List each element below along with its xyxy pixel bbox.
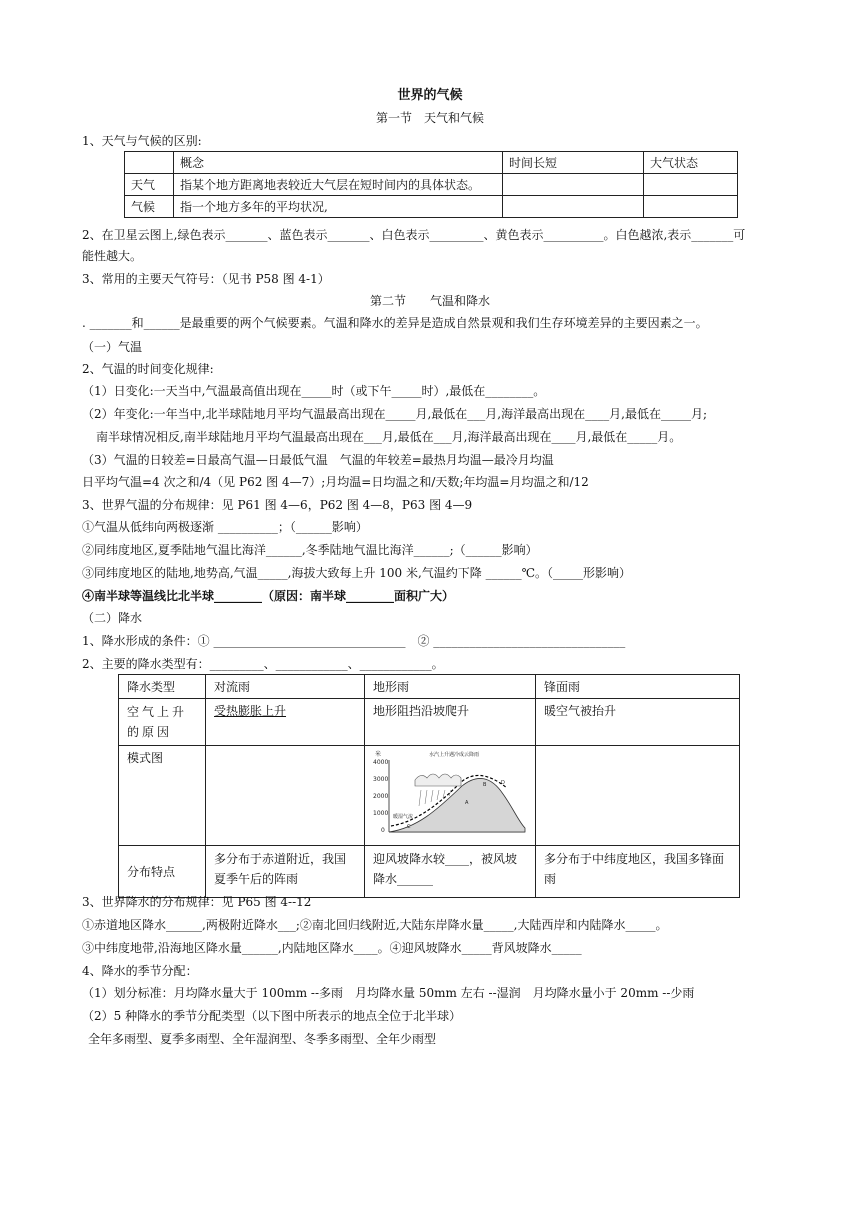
diagram-top-label: 水汽上升遇冷成云降雨: [429, 752, 480, 758]
doc-title: 世界的气候: [397, 88, 463, 103]
table1-r1c1: 指一个地方多年的平均状况,: [174, 196, 503, 218]
diagram-point-c: C: [407, 824, 411, 830]
table2-h1: 对流雨: [206, 675, 365, 699]
temperature-heading: （一）气温: [82, 340, 143, 354]
q2-line1: 2、在卫星云图上,绿色表示_______、蓝色表示_______、白色表示_________、黄色表示__________。白色越浓,表示_______可: [82, 228, 746, 242]
q3-text: 3、常用的主要天气符号：（见书 P58 图 4-1）: [82, 272, 330, 286]
table1-h3: 大气状态: [644, 152, 738, 174]
table1-r0c2: [503, 174, 644, 196]
table2-h3: 锋面雨: [536, 675, 740, 699]
table1-r0c0: 天气: [125, 174, 174, 196]
t3-rule-3: ③同纬度地区的陆地,地势高,气温_____,海拔大致每上升 100 米,气温约下降 ______℃。（_____形影响）: [82, 566, 632, 580]
table2-dist-convection: 多分布于赤道附近，我国夏季午后的阵雨: [206, 846, 365, 898]
table2-h2: 地形雨: [365, 675, 536, 699]
q1-text: 1、天气与气候的区别:: [82, 134, 202, 148]
table2-diagram-orographic: [365, 746, 536, 846]
diagram-ytick-2000: 2000: [373, 793, 389, 800]
table2-diagram-convection: [206, 746, 365, 846]
r4-standard: （1）划分标准：月均降水量大于 100mm --多雨 月均降水量 50mm 左右 --湿润 月均降水量小于 20mm --少雨: [82, 986, 695, 1000]
table2-dist-frontal: 多分布于中纬度地区，我国多锋面雨: [536, 846, 740, 898]
r4-text: 4、降水的季节分配：: [82, 964, 198, 978]
table1-r0c3: [644, 174, 738, 196]
climate-elements-intro: . _______和______是最重要的两个气候要素。气温和降水的差异是造成自然景观和我们生存环境差异的主要因素之一。: [82, 316, 708, 330]
r1-text: 1、降水形成的条件：① ________________________________ ② ________________________________: [82, 634, 626, 648]
diagram-point-b: B: [483, 782, 487, 788]
t2-annual-north: （2）年变化:一年当中,北半球陆地月平均气温最高出现在_____月,最低在___月,海洋最高出现在____月,最低在_____月;: [82, 407, 707, 421]
diagram-ytick-3000: 3000: [373, 776, 389, 783]
table1-r1c3: [644, 196, 738, 218]
table1-r1c2: [503, 196, 644, 218]
rain-types-table: [118, 674, 740, 898]
t3-rule-1: ①气温从低纬向两极逐渐 __________；（______影响）: [82, 520, 368, 534]
weather-climate-table: [124, 151, 738, 218]
table2-diagram-label: 模式图: [119, 746, 206, 846]
section-2-heading: 第二节 气温和降水: [369, 294, 490, 308]
diagram-ytick-0: 0: [381, 827, 385, 834]
t3-rule-4: ④南半球等温线比北半球________（原因：南半球________面积广大）: [82, 589, 455, 603]
orographic-rain-diagram: [367, 748, 529, 840]
r3-rule-2: ③中纬度地带,沿海地区降水量______,内陆地区降水____。④迎风坡降水_____背风坡降水_____: [82, 941, 582, 955]
r4-types-intro: （2）5 种降水的季节分配类型（以下图中所表示的地点全位于北半球）: [82, 1009, 462, 1023]
table2-cause-convection: 受热膨胀上升: [206, 699, 365, 746]
diagram-left-label: 暖湿气流: [393, 814, 414, 820]
table2-h0: 降水类型: [119, 675, 206, 699]
table1-h0: [125, 152, 174, 174]
table1-h2: 时间长短: [503, 152, 644, 174]
diagram-point-a: A: [465, 800, 469, 806]
t2-average: 日平均气温=4 次之和/4（见 P62 图 4—7）;月均温=日均温之和/天数;年均温=月均温之和/12: [82, 475, 589, 489]
table1-h1: 概念: [174, 152, 503, 174]
table2-cause-orographic: 地形阻挡沿坡爬升: [365, 699, 536, 746]
r3-rule-1: ①赤道地区降水______,两极附近降水___;②南北回归线附近,大陆东岸降水量_____,大陆西岸和内陆降水_____。: [82, 918, 668, 932]
precipitation-heading: （二）降水: [82, 611, 143, 625]
table1-r1c0: 气候: [125, 196, 174, 218]
table2-dist-orographic: 迎风坡降水较____，被风坡降水______: [365, 846, 536, 898]
t3-rule-2: ②同纬度地区,夏季陆地气温比海洋______,冬季陆地气温比海洋______;（______影响）: [82, 543, 538, 557]
t2-annual-south: 南半球情况相反,南半球陆地月平均气温最高出现在___月,最低在___月,海洋最高出现在____月,最低在_____月。: [96, 430, 682, 444]
diagram-ytick-4000: 4000: [373, 759, 389, 766]
table1-r0c1: 指某个地方距离地表较近大气层在短时间内的具体状态。: [174, 174, 503, 196]
diagram-ytick-1000: 1000: [373, 810, 389, 817]
r3-text: 3、世界降水的分布规律：见 P65 图 4--12: [82, 895, 312, 909]
table2-diagram-frontal: [536, 746, 740, 846]
cloud-icon: [415, 774, 461, 786]
section-1-heading: 第一节 天气和气候: [375, 111, 484, 125]
t2-daily: （1）日变化:一天当中,气温最高值出现在_____时（或下午_____时）,最低在________。: [82, 384, 546, 398]
table2-cause-frontal: 暖空气被抬升: [536, 699, 740, 746]
q2-line2: 能性越大。: [82, 249, 143, 263]
diagram-point-d: D: [501, 780, 505, 786]
r2-text: 2、主要的降水类型有：_________、____________、____________。: [82, 657, 444, 671]
r4-types-list: 全年多雨型、夏季多雨型、全年湿润型、冬季多雨型、全年少雨型: [88, 1032, 437, 1046]
t2-range: （3）气温的日较差=日最高气温—日最低气温 气温的年较差=最热月均温—最冷月均温: [82, 453, 554, 467]
table2-cause-label: 空气上升的原因: [119, 699, 206, 746]
t2-text: 2、气温的时间变化规律:: [82, 362, 214, 376]
table2-dist-label: 分布特点: [119, 846, 206, 898]
diagram-ylabel: 米: [375, 751, 382, 758]
t3-text: 3、世界气温的分布规律：见 P61 图 4—6，P62 图 4—8，P63 图 4—9: [82, 498, 473, 512]
